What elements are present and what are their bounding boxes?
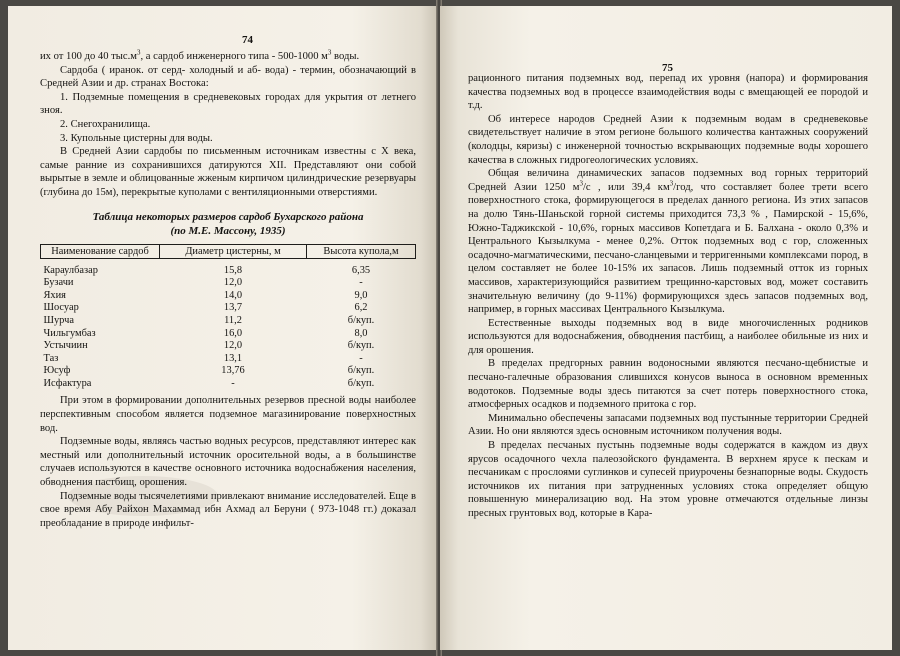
paragraph: Минимально обеспечены запасами подземных вод пустынные территории Средней Азии. Но они являются здесь основным источником получения воды. [468,412,868,438]
cell-name: Устычиин [43,340,88,352]
cell-name: Юсуф [43,365,71,377]
paragraph: В пределах предгорных равнин водоносными являются песчано-щебнистые и песчано-галечные образования слившихся конусов выноса в основном временных водотоков. Подземные воды здесь питаются за счет потерь поверхностного стока, атмосферных осадков и подземного притока с гор. [468,358,868,411]
cell-height: 9,0 [354,289,368,301]
paragraph [468,167,868,317]
cell-name: Шурча [43,314,74,326]
cell-height: 6,35 [351,264,371,276]
table-caption-source: (по М.Е. Массону, 1935) [170,224,286,237]
cell-name: Яхия [43,289,66,301]
cell-height: б/куп. [347,365,375,377]
right-page-text [468,72,868,521]
paragraph: Об интересе народов Средней Азии к подземным водам в средневековье свидетельствует наличие в этом регионе большого количества кантажных сооружений (колодцы, кяризы) с инженерной точностью вскрывающих подземные воды хорошего качества в сложных гидрогеологических условиях. [468,113,868,166]
table-row [41,340,416,353]
cell-height: 6,2 [354,302,368,314]
left-page-text [40,50,416,530]
cell-diameter: 11,2 [224,314,242,326]
table-row [41,290,416,303]
left-page [8,6,438,650]
table-row [41,365,416,378]
column-header-name: Наименование сардоб [41,244,160,258]
cell-name: Таз [43,352,59,364]
table-row [41,277,416,290]
column-header-diameter: Диаметр цистерны, м [160,244,307,258]
cell-diameter: 12,0 [223,277,243,289]
cell-height: 8,0 [354,327,368,339]
sardoba-table [40,244,416,391]
paragraph: В пределах песчаных пустынь подземные воды содержатся в каждом из двух ярусов осадочного чехла палеозойского фундамента. В верхнем ярусе к пескам и песчаникам с прослоями суглинков и супесей приурочены безнапорные воды. Скудость источников их питания при затрудненных условиях стока определяет общую повышенную минерализацию вод. На этом уровне отмечаются отдельные линзы пресных грунтовых вод, которые в Кара- [468,440,868,519]
table-header-row [41,244,416,258]
list-item: 3. Купольные цистерны для воды. [60,132,213,144]
table-caption-title: Таблица некоторых размеров сардоб Бухарского района [92,210,364,223]
cell-diameter: 16,0 [223,327,243,339]
cell-diameter: 14,0 [223,289,243,301]
cell-name: Чильгумбаз [43,327,96,339]
paragraph-text: их от 100 до 40 $тыс.м^3$, а сардоб инженерного типа - 500-1000 $м^3$ воды. [40,48,360,62]
cell-name: Бузачи [43,277,74,289]
cell-height: б/куп. [347,340,375,352]
cell-diameter: 13,7 [223,302,243,314]
table-row [41,378,416,391]
list-item: 2. Снегохранилища. [60,118,151,130]
page-number-left: 74 [242,34,253,46]
table-body [41,258,416,390]
paragraph: Естественные выходы подземных вод в виде многочисленных родников используются для водоснабжения, обводнения пастбищ, а наиболее обильные из них и для орошения. [468,317,868,356]
table-row [41,353,416,366]
cell-name: Исфактура [43,377,92,389]
column-header-height: Высота купола,м [307,244,416,258]
cell-height: - [359,352,363,364]
cell-height: б/куп. [347,377,375,389]
cell-diameter: 12,0 [223,340,243,352]
paragraph [40,50,416,64]
paragraph: При этом в формировании дополнительных резервов пресной воды наиболее перспективным способом является подземное магазинирование поверхностных вод. [40,395,416,434]
paragraph: Сардоба ( иранок. от серд- холодный и аб- вода) - термин, обозначающий в Средней Азии и др. странах Востока: [40,64,416,90]
cell-height: - [359,277,363,289]
paragraph: рационного питания подземных вод, перепад их уровня (напора) и формирования качества подземных вод в процессе взаимодействия воды с вмещающей ее породой и т.д. [468,73,868,112]
paragraph: В Средней Азии сардобы по письменным источникам известны с X века, самые ранние из сохранившихся датируются XII. Представляют они собой вырытые в земле и облицованные жженым кирпичом цилиндрические резервуары (глубина до 15м), перекрытые куполами с вентиляционными отверстиями. [40,146,416,198]
right-page [440,6,892,650]
paragraph: Подземные воды, являясь частью водных ресурсов, представляют интерес как местный или дополнительный источник оросительной воды, а в большинстве случаев используются в качестве основного источника водоснабжения населения, обводнения пастбищ, орошения. [40,436,416,489]
cell-diameter: 15,8 [223,264,243,276]
cell-diameter: 13,76 [221,365,245,377]
table-row [41,302,416,315]
page-number-right: 75 [662,62,673,74]
table-row [41,315,416,328]
cell-height: б/куп. [347,314,375,326]
cell-diameter: 13,1 [223,352,243,364]
table-caption [40,210,416,238]
list-item: 1. Подземные помещения в средневековых городах для укрытия от летнего зноя. [40,91,416,117]
paragraph: Подземные воды тысячелетиями привлекают внимание исследователей. Еще в свое время Абу Райхон Махаммад ибн Ахмад ал Беруни ( 973-1048 гг.) доказал преобладание в природе инфильт- [40,490,416,529]
table-row [41,328,416,341]
table-row [41,258,416,277]
cell-name: Караулбазар [43,264,98,276]
cell-diameter: - [231,377,235,389]
paragraph-text: Общая величина динамических запасов подземных вод горных территорий Средней Азии 1250 $м^3/с$ , или 39,4 $км^3$/год, что составляет более трети всего поверхностного стока, формирующегося в пределах данного региона. Из этих запасов на долю Тянь-Шаньской горной системы приходится 73,3 % , Памирской - 15,6%, Южно-Таджикской - 10,6%, горных массивов Копетдага и Б. Балхана - около 0,3% и Центрального Кызылкума - менее 0,2%. Отток подземных вод с гор, сложенных осадочно-магматическими, песчано-сланцевыми и терригенными комплексами пород, в целом составляет не более 10-15% их запасов. Лишь подземный отток из горных массивов, характеризующийся развитием трещинно-карстовых вод, может составить значительную величину (до 9-11%) формирующихся здесь запасов подземных вод, например, в горных массивах Центрального Кызылкума. [468,168,868,316]
cell-name: Шосуар [43,302,79,314]
